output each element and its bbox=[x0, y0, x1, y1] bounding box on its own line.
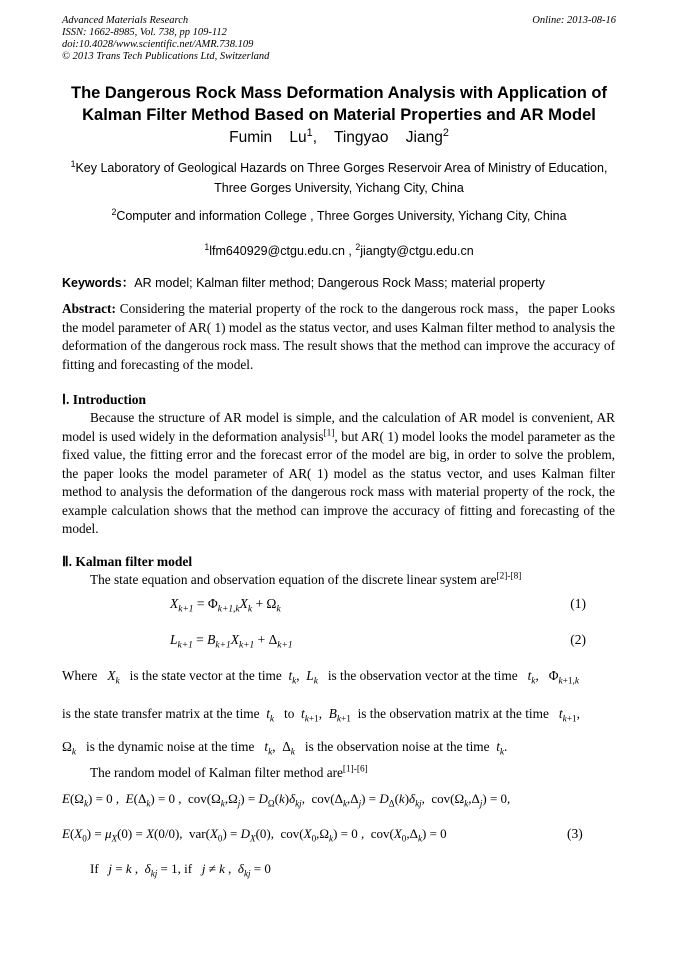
author-2-last: Jiang bbox=[405, 129, 443, 146]
random-model-line bbox=[90, 764, 368, 783]
email-1: lfm640929@ctgu.edu.cn , bbox=[209, 244, 352, 258]
where-2c: is the observation matrix at the time bbox=[357, 706, 549, 721]
equation-1: $X_{k+1} = \Phi_{k+1,k}X_k + \Omega_k$ bbox=[170, 596, 281, 615]
abstract-block bbox=[62, 300, 615, 374]
aff1-sup: 1 bbox=[70, 158, 76, 169]
equation-3b: $E(X_0) = \mu_X(0) = X(0/0)$, $var(X_0) = D_X(0)$, $cov(X_0,\Omega_k) = 0$ , $cov(X_0,\Delta_k) = 0$ bbox=[62, 826, 447, 844]
kalman-heading: Ⅱ. Kalman filter model bbox=[62, 554, 193, 569]
title-line-2: Kalman Filter Method Based on Material Properties and AR Model bbox=[82, 106, 596, 124]
where-line-1: Where $X_k$ is the state vector at the time $t_k$, $L_k$ is the observation vector at the time $t_k$, $\Phi_{k+1,k}$ bbox=[62, 668, 579, 687]
kalman-intro-text: The state equation and observation equation of the discrete linear system are bbox=[90, 572, 497, 587]
email-line bbox=[40, 241, 638, 258]
aff2-sup: 2 bbox=[111, 206, 117, 217]
where-2b: to bbox=[284, 706, 295, 721]
where-line-3: $\Omega_k$ is the dynamic noise at the time $t_k$, $\Delta_k$ is the observation noise at the time $t_k$. bbox=[62, 739, 508, 758]
where-3b: is the observation noise at the time bbox=[304, 739, 490, 754]
where-1a: Where bbox=[62, 668, 98, 683]
aff1-line-1: Key Laboratory of Geological Hazards on Three Gorges Reservoir Area of Ministry of Education, bbox=[75, 161, 608, 175]
equation-1-number: (1) bbox=[570, 596, 586, 611]
online-date: Online: 2013-08-16 bbox=[532, 15, 616, 26]
equation-2: $L_{k+1} = B_{k+1}X_{k+1} + \Delta_{k+1}$ bbox=[170, 632, 293, 651]
kalman-intro bbox=[90, 571, 521, 590]
email1-sup: 1 bbox=[204, 241, 210, 252]
where-1c: is the observation vector at the time bbox=[327, 668, 518, 683]
intro-text-2: , but AR( 1) model looks the model parameter as the fixed value, the fitting error and the forecast error of the model are big, in order to solve the problem, the paper looks the model parameter of AR( 1) model as the status vector, and uses Kalman filter method to analysis the deformation of the dangerous rock mass with material property of the rock, the example calculation shows that the method can improve the accuracy of fitting and forecasting of the model. bbox=[62, 428, 615, 536]
where-2a: is the state transfer matrix at the time bbox=[62, 706, 260, 721]
paper-title bbox=[40, 82, 638, 126]
keywords-text: AR model; Kalman filter method; Dangerous Rock Mass; material property bbox=[134, 276, 545, 290]
email-2: jiangty@ctgu.edu.cn bbox=[360, 244, 474, 258]
journal-name: Advanced Materials Research bbox=[62, 15, 189, 26]
author-2-sup: 2 bbox=[442, 126, 449, 139]
author-1-last: Lu bbox=[289, 129, 307, 146]
if-label-1: If bbox=[90, 861, 99, 876]
author-2-first: Tingyao bbox=[333, 129, 389, 146]
random-ref: [1]-[6] bbox=[342, 764, 368, 775]
kalman-intro-ref: [2]-[8] bbox=[496, 571, 522, 582]
intro-paragraph bbox=[62, 409, 615, 539]
if-label-2: , if bbox=[177, 861, 193, 876]
aff2-text: Computer and information College , Three Gorges University, Yichang City, China bbox=[116, 209, 567, 223]
equation-3a: $E(\Omega_k) = 0$ , $E(\Delta_k) = 0$ , $cov(\Omega_k,\Omega_j) = D_\Omega(k)\delta_{kj}$, $cov(\Delta_k,\Delta_j) = D_\Delta(k)\delta_{kj}$, $cov(\Omega_k,\Delta_j) = 0$, bbox=[62, 791, 511, 809]
email2-sup: 2 bbox=[355, 241, 361, 252]
author-separator: , bbox=[312, 129, 318, 146]
author-1-first: Fumin bbox=[229, 129, 273, 146]
author-list bbox=[0, 126, 678, 147]
issn-line: ISSN: 1662-8985, Vol. 738, pp 109-112 bbox=[62, 27, 227, 38]
copyright-line: © 2013 Trans Tech Publications Ltd, Switzerland bbox=[62, 51, 270, 62]
where-3a: is the dynamic noise at the time bbox=[86, 739, 255, 754]
title-line-1: The Dangerous Rock Mass Deformation Analysis with Application of bbox=[70, 84, 608, 102]
intro-ref: [1] bbox=[323, 428, 335, 439]
equation-3-number: (3) bbox=[567, 826, 583, 841]
where-line-2: is the state transfer matrix at the time $t_k$ to $t_{k+1}$, $B_{k+1}$ is the observation matrix at the time $t_{k+1}$, bbox=[62, 706, 580, 725]
aff1-line-2: Three Gorges University, Yichang City, China bbox=[214, 181, 464, 195]
abstract-text: Considering the material property of the rock to the dangerous rock mass，the paper Looks the model parameter of AR( 1) model as the status vector, and uses Kalman filter method to analysis the deformation of the dangerous rock mass. The result shows that the method can improve the accuracy of fitting and forecasting of the model. bbox=[62, 301, 615, 372]
author-1-sup: 1 bbox=[306, 126, 313, 139]
affiliation-1 bbox=[40, 158, 638, 198]
random-text: The random model of Kalman filter method are bbox=[90, 765, 343, 780]
abstract-label: Abstract: bbox=[62, 301, 116, 316]
kronecker-condition: If j = k , $\delta_{kj} = 1$, if j ≠ k , $\delta_{kj} = 0$ bbox=[90, 861, 271, 879]
header-block bbox=[62, 15, 269, 63]
where-1b: is the state vector at the time bbox=[129, 668, 282, 683]
equation-2-number: (2) bbox=[570, 632, 586, 647]
intro-text-1: Because the structure of AR model is simple, and the calculation of AR model is convenient, AR model is used widely in the deformation analysis bbox=[62, 410, 615, 444]
intro-heading: Ⅰ. Introduction bbox=[62, 392, 146, 407]
doi-line: doi:10.4028/www.scientific.net/AMR.738.109 bbox=[62, 39, 254, 50]
keywords-line bbox=[62, 273, 545, 291]
affiliation-2 bbox=[40, 206, 638, 223]
keywords-label: Keywords： bbox=[62, 276, 135, 290]
